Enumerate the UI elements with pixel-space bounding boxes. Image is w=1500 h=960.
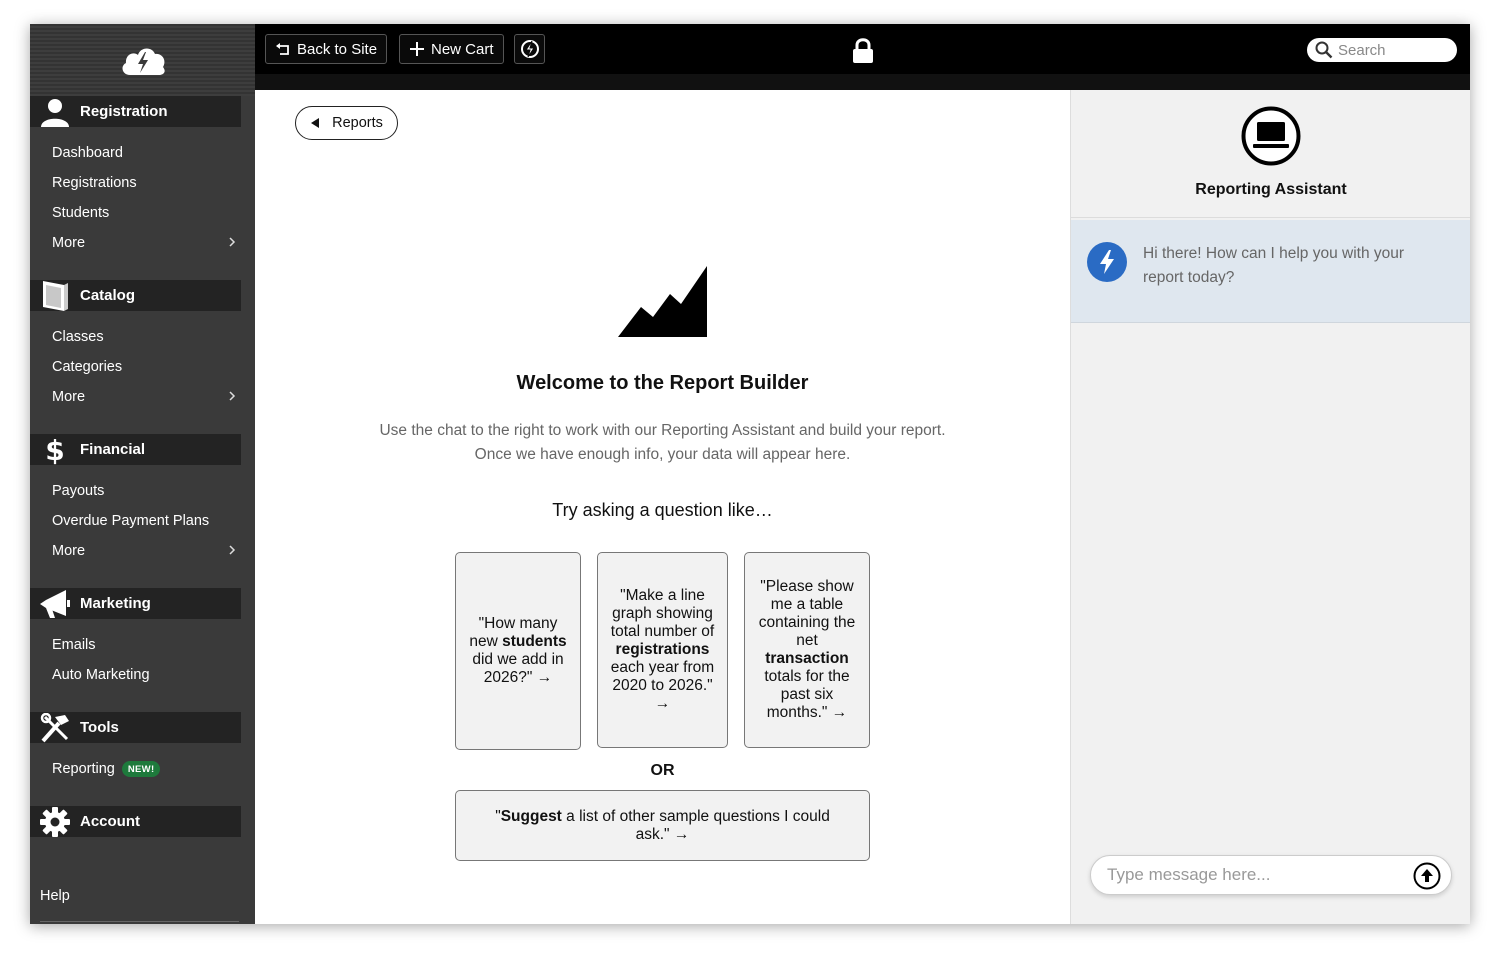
sidebar-item-overdue-payment-plans[interactable] (52, 509, 237, 533)
book-icon (30, 280, 80, 311)
question-text-part: did we add in 2026?" → (472, 651, 564, 686)
new-cart-button[interactable] (399, 34, 504, 64)
or-separator: OR (650, 762, 675, 779)
reports-back-button[interactable] (295, 106, 398, 140)
reporting-assistant-panel (1070, 90, 1470, 924)
question-text (610, 587, 715, 713)
sidebar-item-emails[interactable] (52, 633, 237, 657)
svg-text:$: $ (45, 433, 65, 466)
sidebar-item-more-financial[interactable] (52, 539, 237, 563)
sidebar-item-more-registration[interactable] (52, 231, 237, 255)
sidebar-item-label: Overdue Payment Plans (52, 513, 210, 529)
try-asking-heading: Try asking a question like… (552, 500, 773, 520)
back-to-site-button[interactable] (265, 34, 387, 64)
question-text-part: totals for the past six months." → (764, 668, 850, 721)
return-arrow-icon (275, 42, 291, 56)
sidebar-item-label: Registrations (52, 175, 137, 191)
question-text-part: each year from 2020 to 2026." → (610, 659, 715, 712)
assistant-title: Reporting Assistant (1195, 181, 1347, 198)
section-label: Financial (80, 441, 146, 458)
section-marketing[interactable] (30, 588, 241, 619)
divider (40, 921, 239, 922)
sidebar-item-label: Emails (52, 637, 96, 653)
section-tools[interactable] (30, 712, 241, 743)
question-keyword: students (502, 633, 567, 650)
sidebar-item-students[interactable] (52, 201, 237, 225)
section-label: Registration (80, 103, 168, 120)
sidebar-item-label: Payouts (52, 483, 105, 499)
chat-message-input[interactable] (1090, 855, 1452, 895)
section-catalog[interactable] (30, 280, 241, 311)
assistant-header (1071, 90, 1470, 218)
section-label: Catalog (80, 287, 136, 304)
sidebar-item-label: More (52, 543, 86, 559)
top-bar-strip (255, 74, 1470, 90)
chevron-right-icon (227, 389, 237, 403)
sidebar-item-registrations[interactable] (52, 171, 237, 195)
section-registration[interactable] (30, 96, 241, 127)
area-chart-icon (617, 264, 709, 338)
app-window (30, 24, 1470, 924)
section-label: Account (80, 813, 140, 830)
question-text-part: "Make a line graph showing total number of (610, 587, 715, 640)
welcome-description (255, 419, 1070, 467)
megaphone-icon (30, 588, 80, 619)
chevron-right-icon (227, 235, 237, 249)
sidebar-item-label: Reporting (52, 761, 115, 777)
chat-input-placeholder: Type message here... (1107, 865, 1271, 884)
section-financial[interactable] (30, 434, 241, 465)
suggest-text (486, 808, 839, 844)
person-icon (30, 96, 80, 127)
chevron-right-icon (227, 543, 237, 557)
cloud-bolt-icon (118, 42, 168, 78)
bolt-avatar-icon (1087, 242, 1127, 282)
sidebar (30, 24, 255, 924)
question-keyword: registrations (615, 641, 710, 658)
sample-question-card[interactable] (455, 552, 581, 750)
sidebar-item-label: More (52, 389, 86, 405)
tools-icon (30, 712, 80, 743)
reports-button-label: Reports (332, 115, 383, 131)
sidebar-item-more-catalog[interactable] (52, 385, 237, 409)
suggest-questions-card[interactable] (455, 790, 870, 861)
plus-icon (409, 41, 425, 57)
back-to-site-label: Back to Site (297, 40, 378, 58)
question-text (468, 615, 568, 687)
sidebar-item-label: More (52, 235, 86, 251)
logo[interactable] (30, 24, 255, 96)
sidebar-item-payouts[interactable] (52, 479, 237, 503)
question-text-part: "How many new (469, 615, 558, 650)
sidebar-item-label: Students (52, 205, 110, 221)
question-text (757, 578, 857, 722)
sidebar-item-label: Auto Marketing (52, 667, 150, 683)
sync-button[interactable] (514, 34, 545, 64)
search-placeholder: Search (1338, 41, 1386, 59)
search-input[interactable] (1307, 38, 1457, 62)
description-line: Once we have enough info, your data will appear here. (474, 446, 851, 463)
sample-question-card[interactable] (597, 552, 728, 748)
lock-icon (852, 38, 874, 64)
question-text-part: "Please show me a table containing the net (758, 578, 856, 649)
triangle-left-icon (310, 117, 320, 129)
section-label: Marketing (80, 595, 151, 612)
send-arrow-icon[interactable] (1413, 862, 1441, 890)
section-account[interactable] (30, 806, 241, 837)
suggest-text-part: " (495, 807, 501, 825)
suggest-keyword: Suggest (500, 807, 562, 825)
sidebar-item-label: Classes (52, 329, 104, 345)
assistant-message-text: Hi there! How can I help you with your report today? (1143, 245, 1405, 286)
suggest-text-part: a list of other sample questions I could ask." → (561, 807, 830, 843)
sidebar-item-label: Dashboard (52, 145, 123, 161)
sidebar-item-label: Categories (52, 359, 123, 375)
gear-icon (30, 806, 80, 837)
report-builder-main (255, 90, 1070, 924)
page-title: Welcome to the Report Builder (516, 372, 809, 394)
sidebar-item-dashboard[interactable] (52, 141, 237, 165)
search-icon (1315, 41, 1333, 59)
sample-question-card[interactable] (744, 552, 870, 748)
description-line: Use the chat to the right to work with our Reporting Assistant and build your report. (379, 422, 946, 439)
assistant-message (1071, 220, 1470, 323)
section-label: Tools (80, 719, 119, 736)
new-badge: NEW! (122, 761, 161, 777)
new-cart-label: New Cart (431, 40, 494, 58)
sidebar-item-auto-marketing[interactable] (52, 663, 237, 687)
dollar-icon (30, 434, 80, 465)
question-keyword: transaction (765, 650, 849, 667)
laptop-avatar-icon (1241, 106, 1301, 166)
help-link[interactable]: Help (40, 888, 70, 904)
sync-icon (519, 38, 541, 60)
sidebar-item-categories[interactable] (52, 355, 237, 379)
sidebar-item-classes[interactable] (52, 325, 237, 349)
sidebar-item-reporting[interactable] (52, 757, 237, 781)
